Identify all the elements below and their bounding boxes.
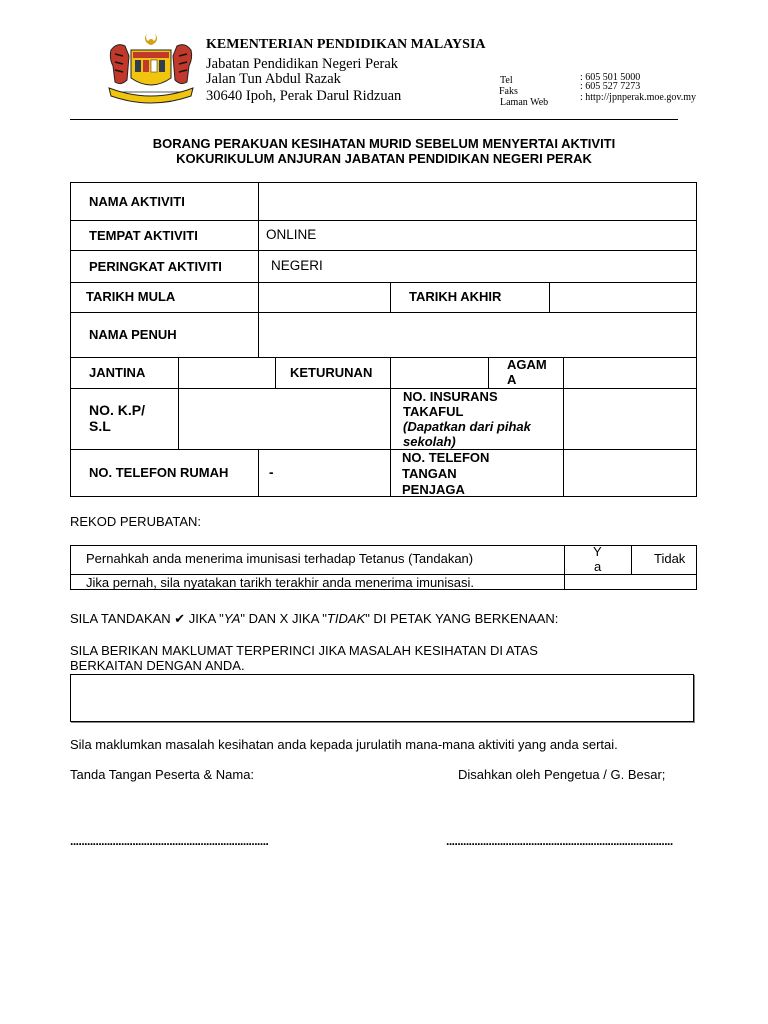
tempat-aktiviti-field[interactable]: ONLINE: [266, 227, 317, 242]
form-title-line-2: KOKURIKULUM ANJURAN JABATAN PENDIDIKAN NEGERI PERAK: [176, 151, 592, 166]
detail-instruction-line-1: SILA BERIKAN MAKLUMAT TERPERINCI JIKA MASALAH KESIHATAN DI ATAS: [70, 643, 538, 658]
fax-value: : 605 527 7273: [580, 81, 641, 92]
ya-option-line-1[interactable]: Y: [593, 544, 602, 559]
nama-aktiviti-label: NAMA AKTIVITI: [89, 194, 185, 209]
principal-signature-label: Disahkan oleh Pengetua / G. Besar;: [458, 767, 666, 782]
tel-value: : 605 501 5000: [580, 72, 641, 83]
address-line-2: Jalan Tun Abdul Razak: [206, 71, 341, 87]
ministry-name: KEMENTERIAN PENDIDIKAN MALAYSIA: [206, 37, 486, 52]
no-kp-label-line-1: NO. K.P/: [89, 402, 146, 418]
telefon-penjaga-label-line-2: TANGAN: [402, 466, 457, 481]
insurans-note-line-2: sekolah): [403, 434, 456, 449]
insurans-label-line-1: NO. INSURANS: [403, 389, 498, 404]
no-kp-label-line-2: S.L: [89, 418, 111, 434]
tarikh-akhir-label: TARIKH AKHIR: [409, 289, 502, 304]
tarikh-mula-label: TARIKH MULA: [86, 289, 176, 304]
participant-signature-line[interactable]: ......................................................................: [70, 834, 269, 848]
principal-signature-line[interactable]: ................................................................................: [446, 834, 673, 848]
telefon-penjaga-label-line-3: PENJAGA: [402, 482, 465, 497]
tidak-option[interactable]: Tidak: [654, 551, 686, 566]
nama-penuh-label: NAMA PENUH: [89, 327, 177, 342]
immunisation-date-prompt: Jika pernah, sila nyatakan tarikh terakhir anda menerima imunisasi.: [86, 575, 475, 590]
telefon-rumah-field[interactable]: -: [269, 465, 274, 480]
health-details-textbox[interactable]: [70, 674, 694, 722]
participant-signature-label: Tanda Tangan Peserta & Nama:: [70, 767, 255, 782]
keturunan-label: KETURUNAN: [290, 365, 373, 380]
ya-option-line-2[interactable]: a: [594, 559, 602, 574]
tel-label: Tel: [500, 75, 513, 86]
medical-record-heading: REKOD PERUBATAN:: [70, 514, 201, 529]
fax-label: Faks: [499, 86, 518, 97]
jata-negara-crest-icon: [103, 30, 199, 106]
jantina-label: JANTINA: [89, 365, 146, 380]
form-title-line-1: BORANG PERAKUAN KESIHATAN MURID SEBELUM MENYERTAI AKTIVITI: [152, 136, 616, 151]
telefon-penjaga-label-line-1: NO. TELEFON: [402, 450, 490, 465]
agama-label-line-2: A: [507, 372, 517, 387]
peringkat-aktiviti-field[interactable]: NEGERI: [271, 258, 323, 273]
form-title: [70, 136, 698, 166]
address-line-1: Jabatan Pendidikan Negeri Perak: [206, 56, 399, 72]
inform-coach-note: Sila maklumkan masalah kesihatan anda kepada jurulatih mana-mana aktiviti yang anda sertai.: [70, 737, 618, 752]
telefon-rumah-label: NO. TELEFON RUMAH: [89, 465, 229, 480]
insurans-label-line-2: TAKAFUL: [403, 404, 464, 419]
insurans-note-line-1: (Dapatkan dari pihak: [403, 419, 531, 434]
web-value[interactable]: : http://jpnperak.moe.gov.my: [580, 92, 697, 103]
agama-label-line-1: AGAM: [507, 357, 547, 372]
tetanus-question: Pernahkah anda menerima imunisasi terhadap Tetanus (Tandakan): [86, 551, 474, 566]
peringkat-aktiviti-label: PERINGKAT AKTIVITI: [89, 259, 222, 274]
marking-instruction: SILA TANDAKAN ✔ JIKA "YA" DAN X JIKA "TIDAK" DI PETAK YANG BERKENAAN:: [70, 611, 559, 626]
address-line-3: 30640 Ipoh, Perak Darul Ridzuan: [206, 88, 402, 104]
header-divider: [70, 119, 678, 120]
tempat-aktiviti-label: TEMPAT AKTIVITI: [89, 228, 198, 243]
web-label: Laman Web: [500, 97, 549, 108]
detail-instruction-line-2: BERKAITAN DENGAN ANDA.: [70, 658, 245, 673]
